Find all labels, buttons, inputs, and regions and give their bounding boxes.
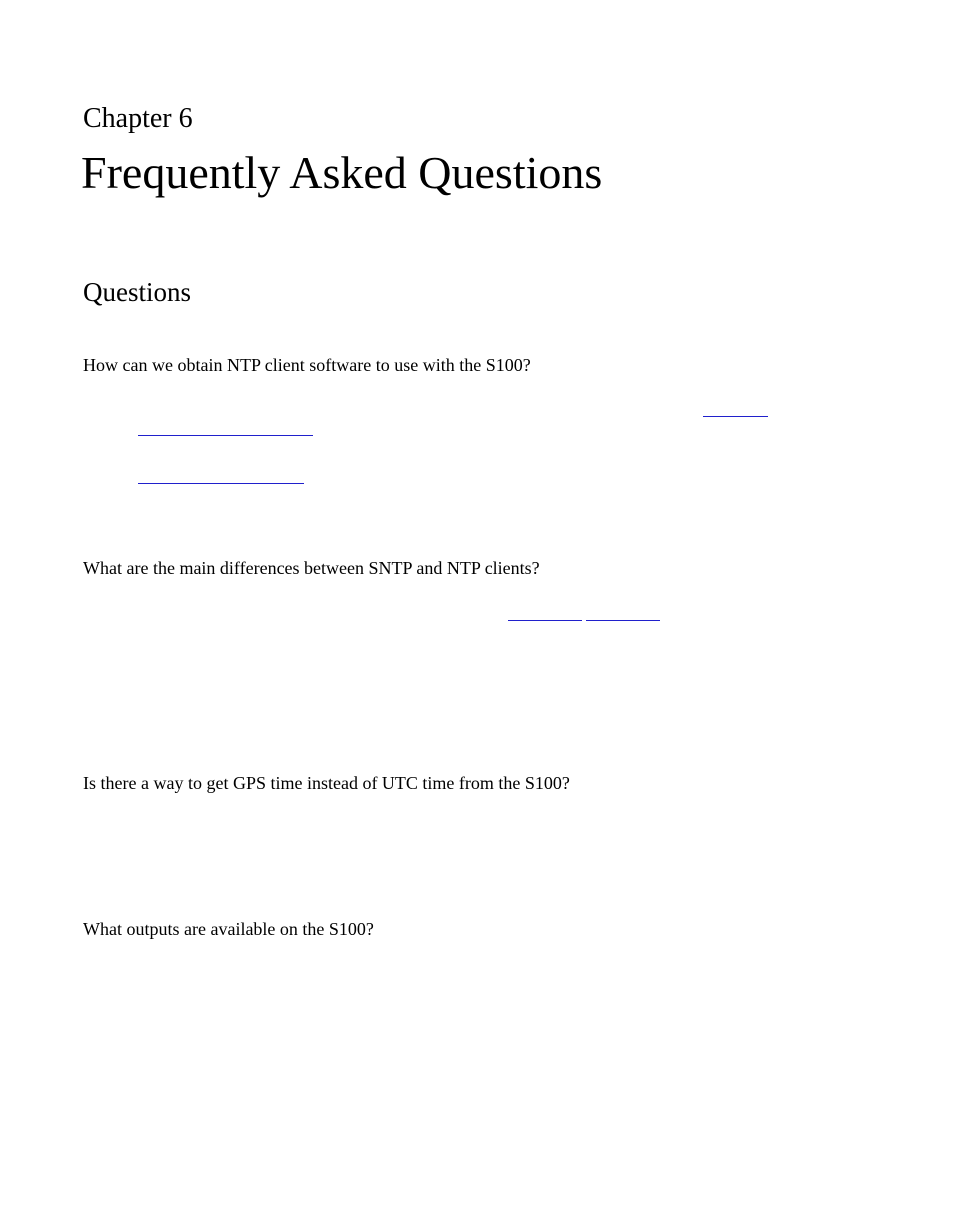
chapter-title: Frequently Asked Questions xyxy=(81,147,603,198)
section-heading: Questions xyxy=(83,277,191,307)
faq-question-gps-time: Is there a way to get GPS time instead of UTC time from the S100? xyxy=(83,773,570,793)
link-underline[interactable] xyxy=(703,416,768,417)
faq-question-sntp-vs-ntp: What are the main differences between SNTP and NTP clients? xyxy=(83,558,540,578)
link-underline[interactable] xyxy=(138,435,313,436)
link-underline[interactable] xyxy=(508,620,582,621)
faq-question-ntp-client-software: How can we obtain NTP client software to use with the S100? xyxy=(83,355,531,375)
faq-question-outputs: What outputs are available on the S100? xyxy=(83,919,374,939)
chapter-label: Chapter 6 xyxy=(83,103,193,134)
link-underline[interactable] xyxy=(138,483,304,484)
link-underline[interactable] xyxy=(586,620,660,621)
